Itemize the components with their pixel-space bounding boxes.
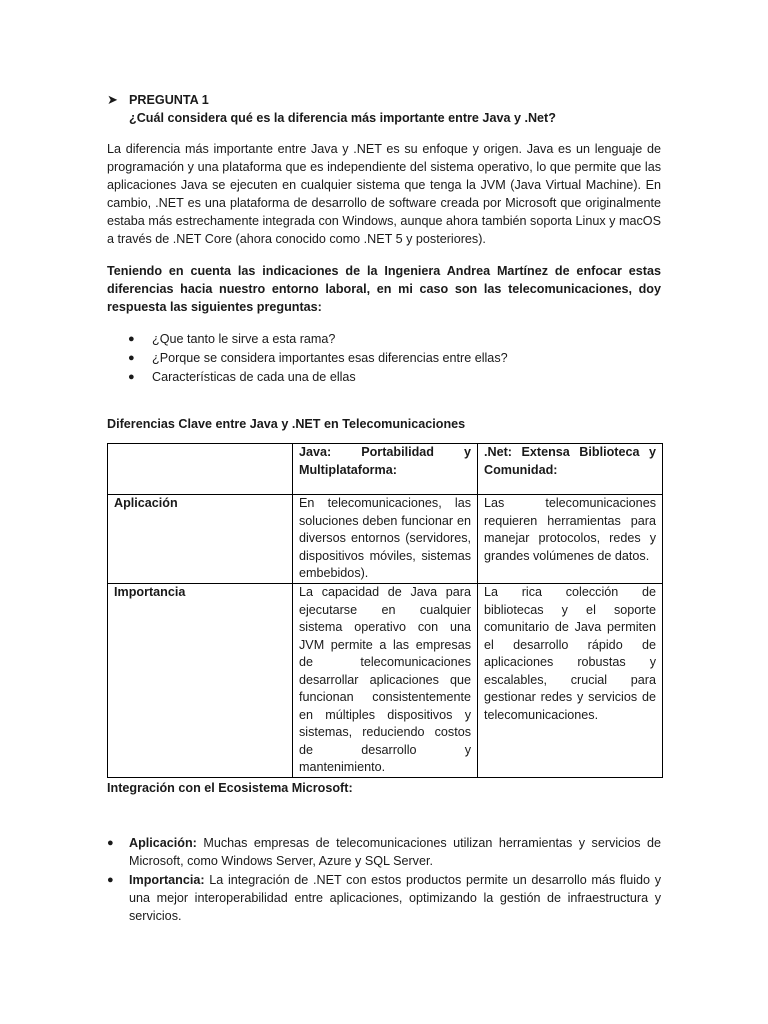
table-row [108, 584, 663, 778]
table-cell: En telecomunicaciones, las soluciones deben funcionar en diversos entornos (servidores, dispositivos móviles, sistemas embebidos). [293, 495, 478, 584]
table-row [108, 495, 663, 584]
bullet-icon: ● [107, 837, 114, 849]
bullet-icon: ● [128, 371, 135, 383]
section-title: Integración con el Ecosistema Microsoft: [107, 781, 353, 795]
item-label: Aplicación: [129, 836, 197, 850]
bullet-icon: ● [107, 874, 114, 886]
item-label: Importancia: [129, 873, 205, 887]
item-text: La integración de .NET con estos productos permite un desarrollo más fluido y una mejor interoperabilidad entre aplicaciones, optimizando la gestión de infraestructura y servicios. [129, 873, 661, 923]
question-label: PREGUNTA 1 [129, 93, 209, 107]
integration-list [107, 834, 661, 926]
row-label: Importancia [108, 584, 293, 778]
comparison-table [107, 443, 663, 778]
table-header-row [108, 444, 663, 495]
bullet-icon: ● [128, 333, 135, 345]
list-item: ● ¿Porque se considera importantes esas diferencias entre ellas? [128, 349, 508, 368]
question-text: ¿Cuál considera qué es la diferencia más importante entre Java y .Net? [129, 111, 556, 125]
table-header-cell [108, 444, 293, 495]
table-header-cell: .Net: Extensa Biblioteca y Comunidad: [478, 444, 663, 495]
list-item [107, 871, 661, 925]
row-label: Aplicación [108, 495, 293, 584]
questions-list [128, 330, 508, 387]
item-text: Muchas empresas de telecomunicaciones utilizan herramientas y servicios de Microsoft, como Windows Server, Azure y SQL Server. [129, 836, 661, 868]
table-cell: La rica colección de bibliotecas y el soporte comunitario de Java permiten el desarrollo rápido de aplicaciones robustas y escalables, crucial para gestionar redes y servicios de telecomunicaciones. [478, 584, 663, 778]
question-heading [107, 91, 667, 127]
arrow-bullet-icon: ➤ [107, 92, 118, 107]
intro-paragraph: La diferencia más importante entre Java y .NET es su enfoque y origen. Java es un lenguaje de programación y una plataforma que es independiente del sistema operativo, lo que permite que las aplicaciones Java se ejecuten en cualquier sistema que tenga la JVM (Java Virtual Machine). En cambio, .NET es una plataforma de desarrollo de software creada por Microsoft que originalmente estaba más estrechamente integrada con Windows, aunque ahora también soporta Linux y macOS a través de .NET Core (ahora conocido como .NET 5 y posteriores). [107, 142, 661, 246]
table-header-cell: Java: Portabilidad y Multiplataforma: [293, 444, 478, 495]
bullet-icon: ● [128, 352, 135, 364]
list-item [107, 834, 661, 870]
table-title: Diferencias Clave entre Java y .NET en Telecomunicaciones [107, 417, 466, 431]
table-cell: Las telecomunicaciones requieren herramientas para manejar protocolos, redes y grandes volúmenes de datos. [478, 495, 663, 584]
list-item: ● ¿Que tanto le sirve a esta rama? [128, 330, 508, 349]
table-cell: La capacidad de Java para ejecutarse en cualquier sistema operativo con una JVM permite a las empresas de telecomunicaciones desarrollar aplicaciones que funcionan consistentemente en múltiples dispositivos y sistemas, reduciendo costos de desarrollo y mantenimiento. [293, 584, 478, 778]
list-item: ● Características de cada una de ellas [128, 368, 508, 387]
context-paragraph: Teniendo en cuenta las indicaciones de la Ingeniera Andrea Martínez de enfocar estas diferencias hacia nuestro entorno laboral, en mi caso son las telecomunicaciones, doy respuesta las siguientes preguntas: [107, 264, 661, 314]
